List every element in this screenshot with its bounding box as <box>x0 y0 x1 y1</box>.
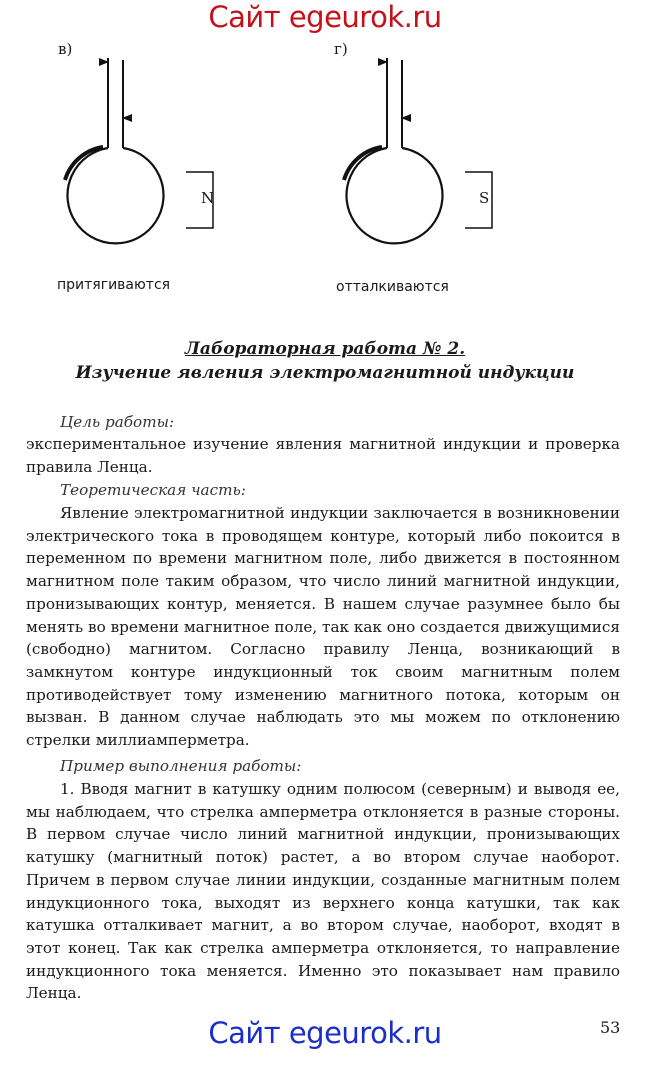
coil-right <box>344 58 443 243</box>
watermark-top: Сайт egeurok.ru <box>208 0 442 34</box>
theory-label: Теоретическая часть: <box>60 481 246 499</box>
magnet-pole-n: N <box>201 189 215 207</box>
example-label: Пример выполнения работы: <box>60 757 302 775</box>
caption-left: притягиваются <box>57 277 171 293</box>
caption-right: отталкиваются <box>336 279 449 295</box>
theory-text: Явление электромагнитной индукции заключается в возникновении электрического тока в проводящем контуре, который либо покоится в переменном по времени магнитном поле, либо движется в постоянном магнитном поле таким образом, что число линий магнитной индукции, пронизывающих контур, меняется. В нашем случае разумнее было бы менять во времени магнитное поле, так как оно создается движущимися (свободно) магнитом. Согласно правилу Ленца, возникающий в замкнутом контуре индукционный ток своим магнитным полем противодействует тому изменению магнитного потока, которым он вызван. В данном случае наблюдать это мы можем по отклонению стрелки миллиамперметра. <box>26 504 620 750</box>
coil-left <box>65 58 164 243</box>
page-number: 53 <box>600 1018 621 1037</box>
figure-label-g: г) <box>334 40 348 58</box>
coil-magnet-diagrams <box>0 50 650 250</box>
lab-title: Лабораторная работа № 2. <box>184 339 466 359</box>
example-text: 1. Вводя магнит в катушку одним полюсом (северным) и выводя ее, мы наблюдаем, что стрелка амперметра отклоняется в разные стороны. В первом случае число линий магнитной индукции, пронизывающих катушку (магнитный поток) растет, а во втором случае наоборот. Причем в первом случае линии индукции, созданные магнитным полем индукционного тока, выходят из верхнего конца катушки, так как катушка отталкивает магнит, а во втором случае, наоборот, входят в этот конец. Так как стрелка амперметра отклоняется, то направление индукционного тока меняется. Именно это показывает нам правило Ленца. <box>26 780 620 1003</box>
magnet-pole-s: S <box>479 189 490 207</box>
figure-label-v: в) <box>58 40 73 58</box>
goal-label: Цель работы: <box>60 413 175 431</box>
goal-text: экспериментальное изучение явления магнитной индукции и проверка правила Ленца. <box>26 435 620 476</box>
watermark-bottom: Сайт egeurok.ru <box>208 1016 442 1050</box>
lab-subtitle: Изучение явления электромагнитной индукции <box>75 363 575 383</box>
